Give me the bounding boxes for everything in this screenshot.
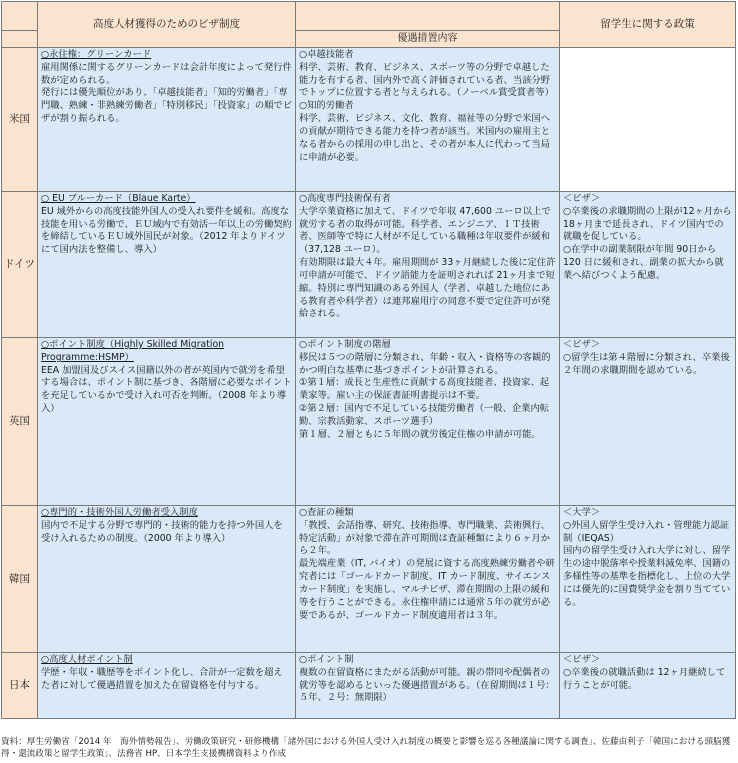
pref-text-line: 大学卒業資格に加えて、ドイツで年収 47,600 ユーロ以上で就労する者の取得が可能。科学者、エンジニア、ＩＴ技術者、医師等で特に人材が不足している職種は年収要件が緩和（37,128 ユーロ）。 [299,205,551,256]
table-row [2,506,736,653]
preferential-cell [296,653,560,719]
students-text-line: ○留学生は第４階層に分類され、卒業後２年間の求職期間を認めている。 [563,351,730,376]
visa-text-line: 雇用関係に関するグリーンカードは会計年度によって発行件数が定められる。 [41,61,292,86]
student-policy-cell [560,48,736,192]
header-student-policy: 留学生に関する政策 [560,2,736,48]
country-cell: 米国 [2,48,38,192]
students-text-line: ○在学中の副業制限が年間 90日から 120 日に緩和され、副業の拡大から就業へ結びつくよう配慮。 [563,244,724,281]
pref-text-line: 科学、芸術、教育、ビジネス、スポーツ等の分野で卓越した能力を有する者、国内外で高く評価されている者、当該分野でトップに位置する者と与えられる。（ノーベル賞受賞者等） [299,61,554,99]
country-cell: 日本 [2,653,38,719]
pref-text-line: 科学、芸術、ビジネス、文化、教育、福祉等の分野で米国への貢献が期待できる能力を持つ者が該当。米国内の雇用主となる者からの採用の申し出と、その者が本人に代わって当局に申請が必要。 [299,113,551,163]
pref-text-line: 「教授、会話指導、研究、技術指導、専門職業、芸術興行、特定活動」が対象で滞在許可期間は査証種類により６ヶ月から２年。 [299,519,551,557]
visa-cell [38,506,296,653]
preferential-cell [296,48,560,192]
students-text-line: ○外国人留学生受け入れ・管理能力認証制（IEQAS） [563,519,730,544]
pref-text-line: 第１層、２層ともに５年間の就労後定住権の申請が可能。 [299,428,541,440]
country-cell: 英国 [2,338,38,506]
preferential-cell [296,192,560,338]
students-text-line: 国内の留学生受け入れ大学に対し、留学生の途中脱落率や授業料減免率、国籍の多様性等の基準を指標化し、上位の大学には優先的に国費奨学金を割り当てている。 [563,545,731,608]
corner-cell [2,2,38,31]
visa-text-line: 学歴・年収・職歴等をポイント化し、合計が一定数を超えた者に対して優遇措置を加えた在留資格を付与する。 [41,666,283,691]
students-text-line: ○卒業後の就職活動は 12ヶ月継続して行うことが可能。 [563,666,726,691]
student-policy-cell [560,506,736,653]
student-policy-cell [560,338,736,506]
pref-text-line: ②第２層：国内で不足している技能労働者（一般、企業内転勤、宗教活動家、スポーツ選手） [299,403,550,427]
pref-text-line: ○査証の種類 [299,507,354,518]
pref-text-line: ○知的労働者 [299,100,354,112]
visa-policy-table [1,1,736,719]
pref-text-line: 最先端産業（IT, バイオ）の発展に資する高度熟練労働者や研究者には「ゴールドカード制度、IT カード制度、サイエンスカード制度」を実施し、マルチビザ、滞在期間の上限の緩和等を行うことができる。永住権申請には通常５年の就労が必要であるが、ゴールドカード制度適用者は３年。 [299,558,555,621]
preferential-cell [296,506,560,653]
visa-text-line: ○高度人材ポイント制 [41,654,133,665]
visa-text-line: EEA 加盟国及びスイス国籍以外の者が英国内で就労を希望する場合は、ポイント制に基づき、各階層に必要なポイントを充足しているかで受け入れ可否を判断。（2008 年より導入） [41,364,292,415]
visa-text-line: ○永住権：グリーンカード [41,49,152,60]
visa-cell [38,653,296,719]
visa-text-line: ○ポイント制度（Highly Skilled Migration Programme:HSMP） [41,339,225,363]
header-preferential-measures: 優遇措置内容 [296,31,560,48]
country-cell: 韓国 [2,506,38,653]
students-text-line: ＜ビザ＞ [563,339,601,350]
students-text-line: ○卒業後の求職期間の上限が12ヶ月から 18ヶ月まで延長され、ドイツ国内での就職を促している。 [563,205,732,243]
visa-text-line: EU 域外からの高度技能外国人の受入れ要件を緩和。高度な技能を用いる労働で、ＥＵ域内で有効活一年以上の労働契約を締結しているＥＵ域外国民が対象。（2012 年よりドイツにて国内法を整備し、導入） [41,205,292,256]
header-blank-top [296,2,560,31]
students-text-line: ＜ビザ＞ [563,654,601,665]
policy-comparison-document [1,1,737,761]
table-row [2,338,736,506]
table-row [2,48,736,192]
table-row [2,192,736,338]
students-text-line: ＜大学＞ [563,507,601,518]
table-row [2,653,736,719]
header-visa-system: 高度人材獲得のためのビザ制度 [38,2,296,48]
pref-text-line: ①第１層：成長と生産性に貢献する高度技能者、投資家、起業家等。雇い主の保証書証明書提示は不要。 [299,377,550,402]
preferential-cell [296,338,560,506]
visa-cell [38,338,296,506]
student-policy-cell [560,653,736,719]
source-note: 資料：厚生労働省「2014 年 海外情勢報告」、労働政策研究・研修機構「諸外国における外国人受け入れ制度の概要と影響を巡る各種議論に関する調査」、佐藤由利子「韓国における頭脳獲得・還流政策と留学生政策」、法務省 HP、日本学生支援機構資料より作成 [1,737,731,759]
country-cell: ドイツ [2,192,38,338]
student-policy-cell [560,192,736,338]
visa-text-line: ○専門的・技術外国人労働者受入制度 [41,507,198,518]
pref-text-line: ○卓越技能者 [299,49,354,60]
visa-text-line: 国内で不足する分野で専門的・技術的能力を持つ外国人を受け入れるための制度。（2000 年より導入） [41,519,283,544]
pref-text-line: ○ポイント制度の階層 [299,339,391,350]
corner-cell-lower [2,31,38,48]
pref-text-line: 複数の在留資格にまたがる活動が可能。親の帯同や配偶者の就労等を認めるといった優遇措置がある。（在留期間は１号：５年、２号：無期限） [299,666,555,704]
visa-text-line: 発行には優先順位があり、「卓越技能者」「知的労働者」「専門職、熟練・非熟練労働者」「特別移民」「投資家」の順でビザが割り振られる。 [41,87,293,125]
pref-text-line: ○ポイント制 [299,654,354,665]
visa-text-line: ○ EU ブルーカード（Blaue Karte） [41,193,196,204]
pref-text-line: ○高度専門技術保有者 [299,193,391,204]
visa-cell [38,192,296,338]
pref-text-line: 有効期限は最大４年。雇用期間が 33ヶ月継続した後に定住許可申請が可能で、ドイツ語能力を証明されれば 21ヶ月まで短縮。特別に専門知識のある外国人（学者、卓越した地位にある教育者や科学者）は連邦雇用庁の同意不要で定住許可が発給される。 [299,257,556,320]
pref-text-line: 移民は５つの階層に分類され、年齢・収入・資格等の客観的かつ明白な基準に基づきポイントが計算される。 [299,351,551,376]
visa-cell [38,48,296,192]
students-text-line: ＜ビザ＞ [563,193,601,204]
